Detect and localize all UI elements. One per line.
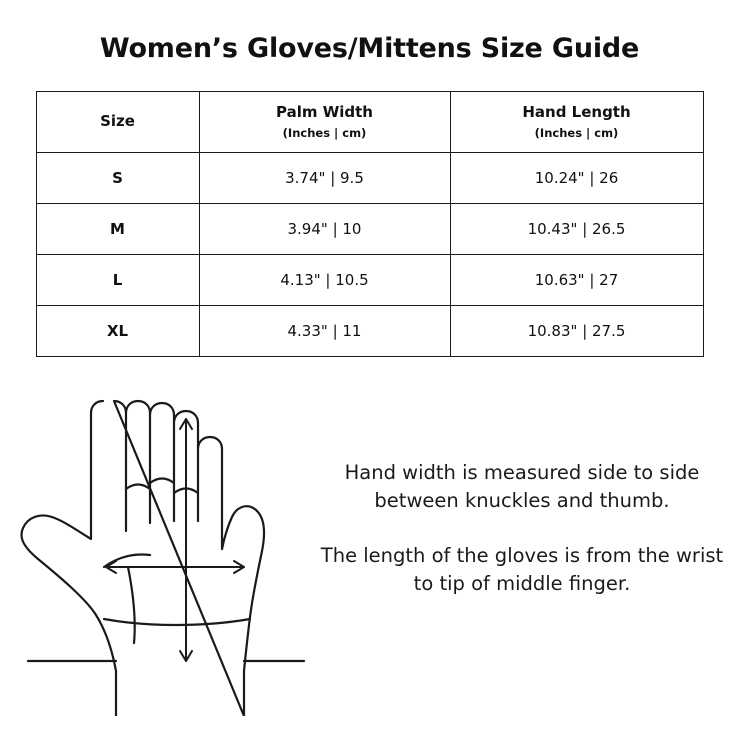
cell-size: M [36, 204, 199, 255]
column-header-hand-length-units: (Inches | cm) [534, 125, 619, 140]
column-header-size-label: Size [100, 112, 135, 131]
table-row [36, 306, 703, 357]
cell-palm-width: 3.94" | 10 [199, 204, 450, 255]
cell-size: L [36, 255, 199, 306]
diagram-and-notes [0, 363, 739, 723]
table-row [36, 153, 703, 204]
table-header-row [36, 92, 703, 153]
page-title: Women’s Gloves/Mittens Size Guide [99, 33, 640, 64]
measurement-notes [320, 459, 724, 598]
column-header-palm-width-label: Palm Width [276, 103, 373, 121]
cell-palm-width: 3.74" | 9.5 [199, 153, 450, 204]
cell-palm-width: 4.13" | 10.5 [199, 255, 450, 306]
cell-hand-length: 10.63" | 27 [450, 255, 703, 306]
finger-crease-2 [150, 479, 174, 484]
cell-palm-width: 4.33" | 11 [199, 306, 450, 357]
hand-measurement-diagram [8, 371, 318, 716]
hand-outline-path [21, 401, 264, 716]
column-header-palm-width [199, 92, 450, 153]
palm-base-line [104, 619, 250, 625]
cell-size: S [36, 153, 199, 204]
size-chart-table [36, 91, 704, 357]
cell-hand-length: 10.43" | 26.5 [450, 204, 703, 255]
cell-size: XL [36, 306, 199, 357]
column-header-hand-length-label: Hand Length [522, 103, 631, 121]
hand-outline-svg [8, 371, 318, 716]
column-header-size [36, 92, 199, 153]
table-row [36, 255, 703, 306]
table-row [36, 204, 703, 255]
note-glove-length: The length of the gloves is from the wrist to tip of middle finger. [320, 543, 724, 595]
column-header-palm-width-units: (Inches | cm) [282, 125, 367, 140]
cell-hand-length: 10.83" | 27.5 [450, 306, 703, 357]
note-hand-width: Hand width is measured side to side between knuckles and thumb. [344, 461, 700, 513]
column-header-hand-length [450, 92, 703, 153]
palm-crease [128, 567, 135, 643]
finger-crease-1 [126, 485, 150, 490]
width-arrow [106, 561, 244, 573]
cell-hand-length: 10.24" | 26 [450, 153, 703, 204]
